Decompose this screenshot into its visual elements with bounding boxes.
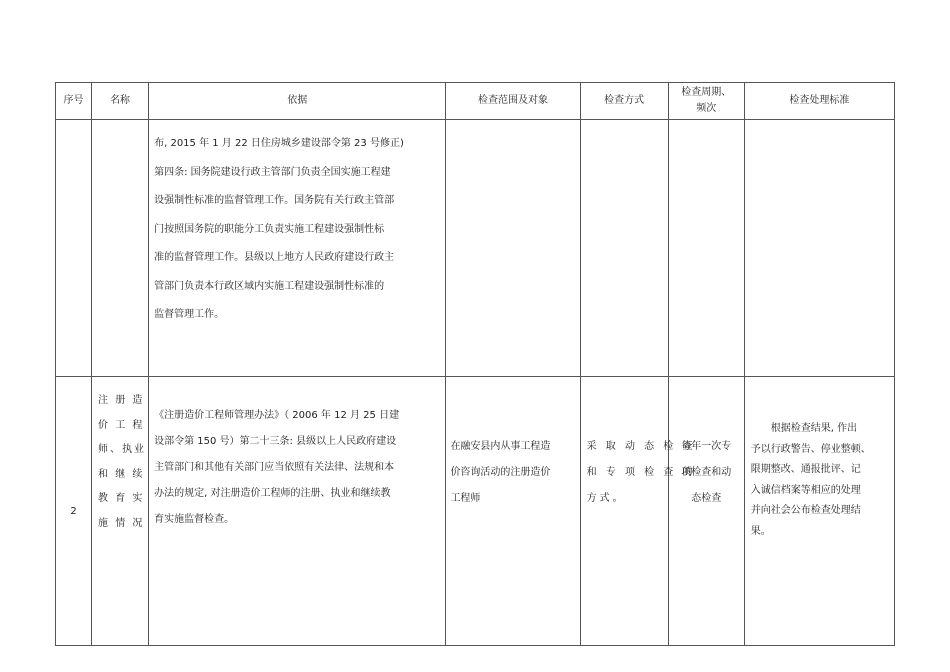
header-name: 名称 [92, 83, 149, 120]
method-line: 采 取 动 态 检 查 [586, 441, 696, 452]
name-line: 师、执业 [98, 444, 147, 455]
basis-line: 设部令第 150 号）第二十三条: 县级以上人民政府建设 [154, 436, 397, 447]
header-cycle-line1: 检查周期、 [681, 87, 732, 98]
basis-line: 办法的规定, 对注册造价工程师的注册、执业和继续教 [154, 488, 391, 499]
basis-line: 育实施监督检查。 [154, 514, 235, 525]
cell-scope [446, 377, 580, 646]
cell-cycle [668, 377, 744, 646]
basis-line: 布, 2015 年 1 月 22 日住房城乡建设部令第 23 号修正) [154, 138, 404, 149]
cycle-line: 态检查 [691, 493, 722, 504]
header-row [56, 83, 895, 120]
cell-num: 2 [56, 377, 92, 646]
header-basis: 依据 [149, 83, 446, 120]
basis-line: 管部门负责本行政区域内实施工程建设强制性标准的 [154, 280, 385, 292]
header-standard: 检查处理标准 [744, 83, 894, 120]
basis-line: 第四条: 国务院建设行政主管部门负责全国实施工程建 [154, 166, 391, 178]
table-row [56, 377, 895, 646]
cell-method [580, 120, 668, 377]
header-cycle-line2: 频次 [696, 103, 717, 114]
basis-line: 准的监督管理工作。县级以上地方人民政府建设行政主 [154, 252, 395, 263]
cell-name [92, 377, 149, 646]
header-cycle [668, 83, 744, 120]
basis-line: 门按照国务院的职能分工负责实施工程建设强制性标 [154, 223, 385, 235]
method-line: 和 专 项 检 查 的 [586, 467, 696, 478]
cell-num [56, 120, 92, 377]
cell-basis [149, 120, 446, 377]
cell-basis [149, 377, 446, 646]
basis-line: 设强制性标准的监督管理工作。国务院有关行政主管部 [154, 195, 395, 206]
basis-line: 监督管理工作。 [154, 309, 225, 320]
cell-standard [744, 377, 894, 646]
standard-line: 入诚信档案等相应的处理 [750, 484, 861, 496]
cell-name [92, 120, 149, 377]
table-row [56, 120, 895, 377]
standard-line: 限期整改、通报批评、记 [750, 464, 861, 475]
cell-cycle [668, 120, 744, 377]
name-line: 教 育 实 [98, 493, 145, 504]
basis-line: 《注册造价工程师管理办法》（ 2006 年 12 月 25 日建 [154, 410, 400, 421]
method-line: 方式。 [586, 493, 626, 504]
scope-line: 价咨询活动的注册造价 [450, 467, 551, 478]
header-method: 检查方式 [580, 83, 668, 120]
header-num: 序号 [56, 83, 92, 120]
cycle-line: 项检查和动 [681, 467, 732, 478]
scope-line: 工程师 [450, 493, 481, 504]
standard-line: 并向社会公布检查处理结 [750, 505, 861, 516]
header-scope: 检查范围及对象 [446, 83, 580, 120]
standard-line: 根据检查结果, 作出 [770, 423, 858, 434]
name-line: 施 情 况 [98, 517, 145, 529]
inspection-table [55, 82, 895, 646]
name-line: 价 工 程 [98, 419, 145, 431]
standard-line: 予以行政警告、停业整顿、 [750, 443, 871, 455]
scope-line: 在融安县内从事工程造 [450, 441, 551, 452]
cell-method [580, 377, 696, 646]
cycle-line: 每年一次专 [681, 441, 732, 452]
name-line: 注 册 造 [98, 395, 145, 406]
name-line: 和 继 续 [98, 468, 145, 480]
basis-line: 主管部门和其他有关部门应当依照有关法律、法规和本 [154, 462, 395, 473]
standard-line: 果。 [750, 525, 771, 537]
cell-standard [744, 120, 894, 377]
cell-scope [446, 120, 580, 377]
